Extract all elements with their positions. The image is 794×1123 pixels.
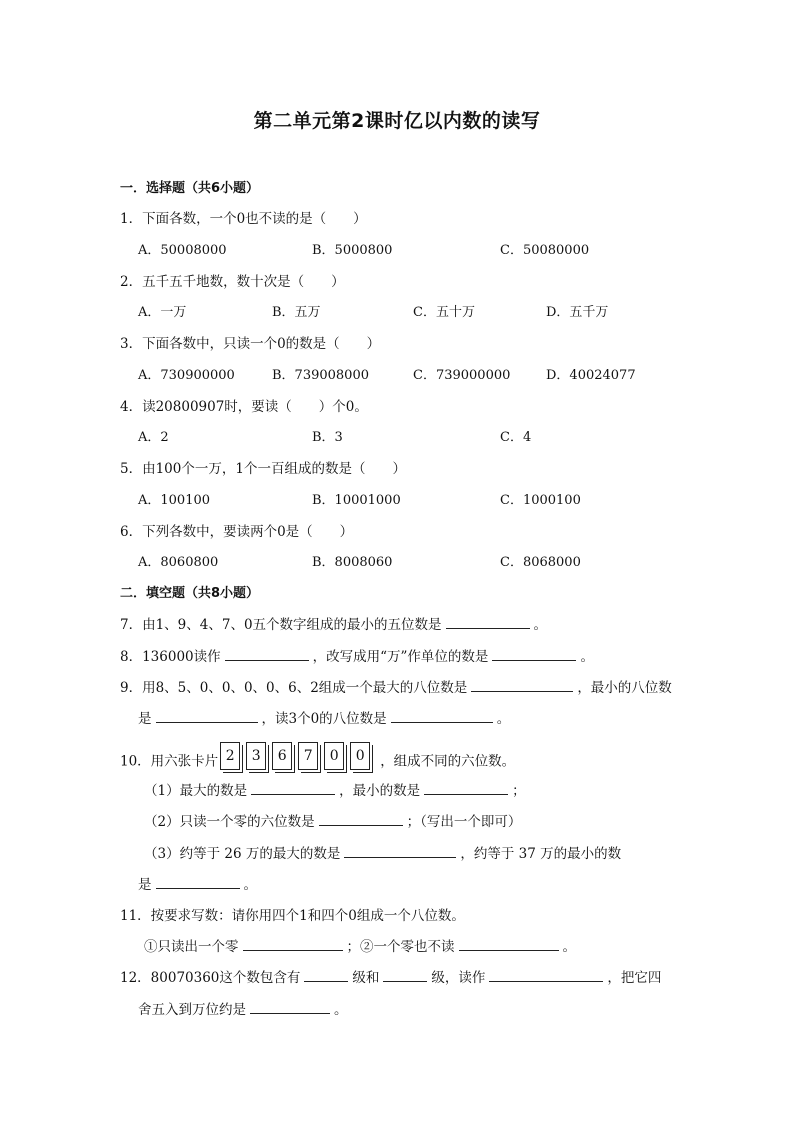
answer-blank[interactable]	[471, 679, 573, 692]
punct: 。	[580, 649, 594, 665]
question-12	[120, 966, 661, 986]
question-11-text-2: ；②一个零也不读	[346, 939, 455, 955]
option-a[interactable]: A．8060800	[138, 555, 219, 570]
question-10-text-2: ，组成不同的六位数。	[380, 753, 516, 770]
punct: 。	[562, 939, 576, 955]
part-2-text: （2）只读一个零的六位数是	[144, 814, 315, 830]
punct: 。	[533, 617, 548, 633]
part-2-text-2: ；（写出一个即可）	[406, 814, 522, 830]
question-9-text-2: ，最小的八位数	[577, 680, 672, 696]
number-card: 0	[350, 742, 370, 770]
punct: 。	[496, 711, 511, 727]
answer-blank[interactable]	[243, 938, 343, 951]
option-b[interactable]: B．8008060	[312, 555, 393, 570]
answer-blank[interactable]	[344, 845, 456, 858]
question-9-cont	[138, 707, 510, 727]
question-8	[120, 645, 594, 665]
answer-blank[interactable]	[446, 616, 530, 629]
question-2: 2．五千五千地数，数十次是（ ）	[120, 274, 345, 290]
answer-blank[interactable]	[156, 876, 240, 889]
page-title: 第二单元第2课时亿以内数的读写	[253, 110, 541, 132]
question-7	[120, 613, 547, 633]
answer-blank[interactable]	[225, 648, 309, 661]
question-9-text-3: 是	[138, 711, 152, 727]
option-b[interactable]: B．10001000	[312, 493, 401, 508]
question-10-text: 10．用六张卡片	[120, 753, 219, 770]
question-7-text: 7．由1、9、4、7、0五个数字组成的最小的五位数是	[120, 617, 442, 633]
question-9-text-4: ，读3个0的八位数是	[261, 711, 387, 727]
punct: 。	[334, 1002, 348, 1018]
question-8-text-2: ，改写成用“万”作单位的数是	[312, 649, 489, 665]
option-b[interactable]: B．739008000	[272, 368, 369, 383]
part-1-text-2: ，最小的数是	[339, 783, 421, 799]
number-card: 7	[298, 742, 318, 770]
question-12-text-3: 级，读作	[431, 970, 486, 986]
option-d[interactable]: D．五千万	[546, 305, 609, 320]
option-b[interactable]: B．5000800	[312, 243, 393, 258]
question-11-answers	[144, 935, 576, 955]
option-c[interactable]: C．1000100	[500, 493, 581, 508]
question-12-text: 12．80070360这个数包含有	[120, 970, 301, 986]
question-10-part-1	[144, 779, 526, 799]
question-5: 5．由100个一万，1个一百组成的数是（ ）	[120, 461, 406, 477]
option-c[interactable]: C．8068000	[500, 555, 581, 570]
question-9-text: 9．用8、5、0、0、0、0、6、2组成一个最大的八位数是	[120, 680, 468, 696]
answer-blank[interactable]	[251, 782, 335, 795]
option-c[interactable]: C．50080000	[500, 243, 590, 258]
option-a[interactable]: A．50008000	[138, 243, 227, 258]
punct: 。	[243, 877, 257, 893]
question-12-text-5: 舍五入到万位约是	[138, 1002, 246, 1018]
option-c[interactable]: C．五十万	[413, 305, 475, 320]
answer-blank[interactable]	[489, 969, 603, 982]
question-12-cont	[138, 998, 348, 1018]
number-card: 0	[324, 742, 344, 770]
option-a[interactable]: A．一万	[138, 305, 187, 320]
option-c[interactable]: C．4	[500, 430, 532, 445]
question-12-text-4: ，把它四	[607, 970, 662, 986]
question-10	[120, 748, 515, 776]
number-cards	[220, 748, 376, 776]
answer-blank[interactable]	[250, 1001, 330, 1014]
answer-blank[interactable]	[459, 938, 559, 951]
question-4: 4．读20800907时，要读（ ）个0。	[120, 399, 368, 415]
question-10-part-3-cont	[138, 873, 257, 893]
option-a[interactable]: A．100100	[138, 493, 211, 508]
section-fill-heading: 二．填空题（共8小题）	[120, 586, 260, 601]
question-1: 1．下面各数，一个0也不读的是（ ）	[120, 211, 367, 227]
answer-blank[interactable]	[304, 969, 348, 982]
question-8-text: 8．136000读作	[120, 649, 221, 665]
question-9	[120, 676, 672, 696]
part-3-text-3: 是	[138, 877, 152, 893]
question-11-text: ①只读出一个零	[144, 939, 239, 955]
answer-blank[interactable]	[319, 813, 403, 826]
answer-blank[interactable]	[492, 648, 576, 661]
answer-blank[interactable]	[424, 782, 508, 795]
question-11: 11．按要求写数：请你用四个1和四个0组成一个八位数。	[120, 908, 465, 924]
answer-blank[interactable]	[391, 710, 493, 723]
option-a[interactable]: A．730900000	[138, 368, 235, 383]
option-b[interactable]: B．五万	[272, 305, 321, 320]
part-3-text-2: ，约等于 37 万的最小的数	[460, 846, 622, 862]
question-12-text-2: 级和	[352, 970, 380, 986]
punct: ；	[512, 783, 526, 799]
section-choice-heading: 一．选择题（共6小题）	[120, 181, 260, 196]
option-c[interactable]: C．739000000	[413, 368, 511, 383]
option-b[interactable]: B．3	[312, 430, 343, 445]
question-3: 3．下面各数中，只读一个0的数是（ ）	[120, 336, 381, 352]
part-3-text: （3）约等于 26 万的最大的数是	[144, 846, 341, 862]
question-10-part-3	[144, 842, 621, 862]
option-a[interactable]: A．2	[138, 430, 169, 445]
number-card: 3	[246, 742, 266, 770]
part-1-text: （1）最大的数是	[144, 783, 248, 799]
option-d[interactable]: D．40024077	[546, 368, 636, 383]
answer-blank[interactable]	[156, 710, 258, 723]
number-card: 6	[272, 742, 292, 770]
number-card: 2	[220, 742, 240, 770]
question-10-part-2	[144, 810, 521, 830]
answer-blank[interactable]	[383, 969, 427, 982]
question-6: 6．下列各数中，要读两个0是（ ）	[120, 524, 354, 540]
